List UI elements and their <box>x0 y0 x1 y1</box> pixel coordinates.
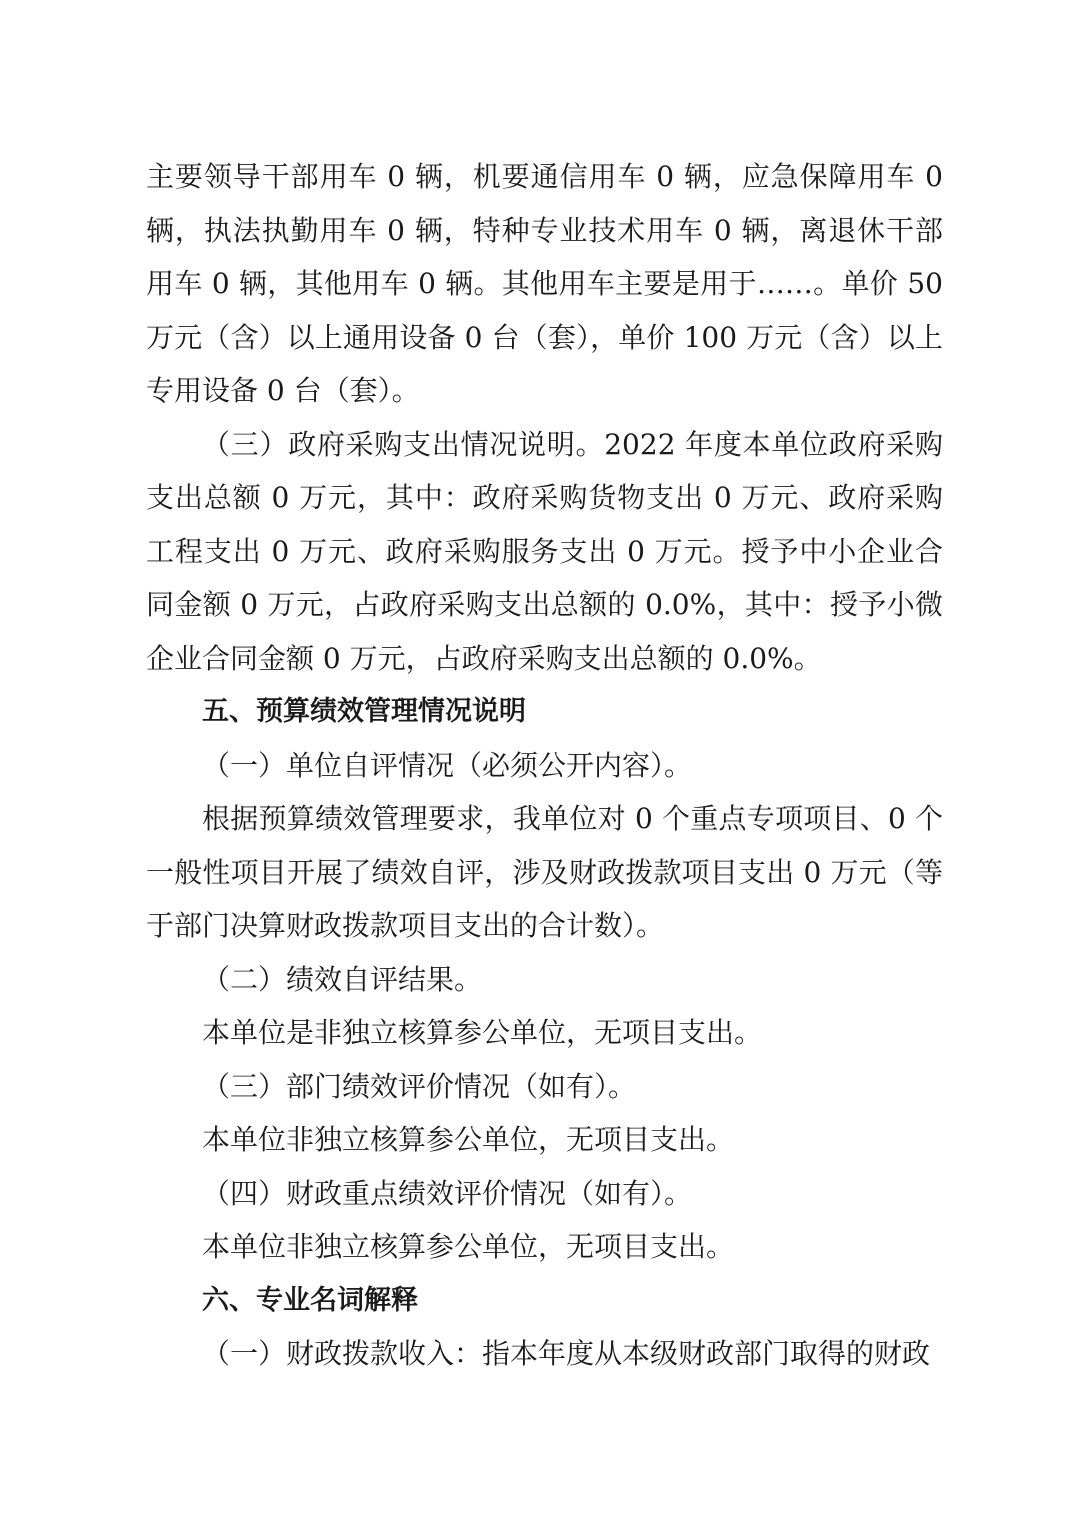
subheading-self-evaluation-result: （二）绩效自评结果。 <box>202 962 483 996</box>
paragraph-vehicle-equipment: 主要领导干部用车 0 辆，机要通信用车 0 辆，应急保障用车 0 辆，执法执勤用车 0 辆，特种专业技术用车 0 辆，离退休干部用车 0 辆，其他用车 0 辆。其他用车主要是用于……。单价 50 万元（含）以上通用设备 0 台（套），单价 100 万元（含）以上专用设备 0 台（套）。 <box>146 160 943 407</box>
paragraph-self-evaluation-detail: 根据预算绩效管理要求，我单位对 0 个重点专项项目、0 个一般性项目开展了绩效自评，涉及财政拨款项目支出 0 万元（等于部门决算财政拨款项目支出的合计数）。 <box>146 802 943 942</box>
paragraph-government-procurement: （三）政府采购支出情况说明。2022 年度本单位政府采购支出总额 0 万元，其中：政府采购货物支出 0 万元、政府采购工程支出 0 万元、政府采购服务支出 0 万元。授予中小企业合同金额 0 万元，占政府采购支出总额的 0.0%，其中：授予小微企业合同金额 0 万元，占政府采购支出总额的 0.0%。 <box>146 427 943 675</box>
subheading-finance-key-evaluation: （四）财政重点绩效评价情况（如有）。 <box>202 1176 693 1210</box>
subheading-department-evaluation: （三）部门绩效评价情况（如有）。 <box>202 1069 637 1103</box>
heading-budget-performance: 五、预算绩效管理情况说明 <box>202 696 526 727</box>
paragraph-department-evaluation: 本单位非独立核算参公单位，无项目支出。 <box>202 1123 735 1156</box>
document-body <box>146 150 943 1381</box>
paragraph-self-evaluation-result: 本单位是非独立核算参公单位，无项目支出。 <box>202 1016 763 1049</box>
subheading-unit-self-evaluation: （一）单位自评情况（必须公开内容）。 <box>202 748 693 782</box>
heading-terminology: 六、专业名词解释 <box>202 1284 418 1316</box>
paragraph-finance-key-evaluation: 本单位非独立核算参公单位，无项目支出。 <box>202 1230 735 1263</box>
paragraph-fiscal-appropriation-income: （一）财政拨款收入：指本年度从本级财政部门取得的财政 <box>202 1337 931 1370</box>
